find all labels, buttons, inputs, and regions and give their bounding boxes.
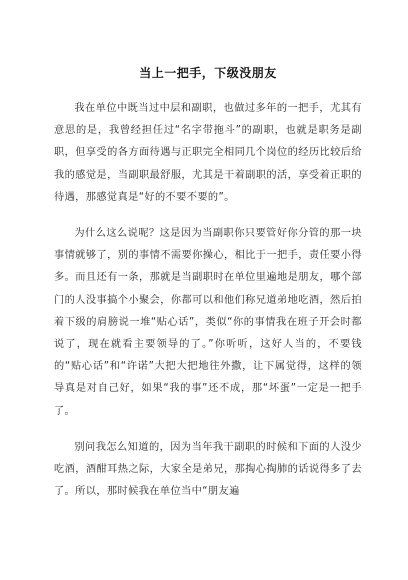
document-title: 当上一把手，下级没朋友 (139, 66, 277, 80)
paragraph-2: 为什么这么说呢？这是因为当副职你只要管好你分管的那一块事情就够了，别的事情不需要你操心，相比于一把手，责任要小得多。而且还有一条，那就是当副职时在单位里遍地是朋友，哪个部门的人没事搞个小聚会，你都可以和他们称兄道弟地吃酒，然后拍着下级的肩膀说一堆“贴心话”，类似“你的事情我在班子开会时都说了，现在就看主要领导的了。”你听听，这好人当的，不要钱的“贴心话”和“许诺”大把大把地往外撒，让下属觉得，这样的领导真是对自己好，如果“我的事”还不成，那“坏蛋”一定是一把手了。 (54, 228, 362, 417)
paragraph-3: 别问我怎么知道的，因为当年我干副职的时候和下面的人没少吃酒，酒酣耳热之际，大家全是弟兄，那掏心掏肺的话说得多了去了。所以，那时候我在单位当中“朋友遍 (54, 441, 362, 498)
paragraph-1: 我在单位中既当过中层和副职，也做过多年的一把手，尤其有意思的是，我曾经担任过“名字带拖斗”的副职，也就是职务是副职，但享受的各方面待遇与正职完全相同几个岗位的经历比较后给我的感觉是，当副职最舒服，尤其是干着副职的活，享受着正职的待遇，那感觉真是“好的不要不要的”。 (54, 103, 362, 203)
